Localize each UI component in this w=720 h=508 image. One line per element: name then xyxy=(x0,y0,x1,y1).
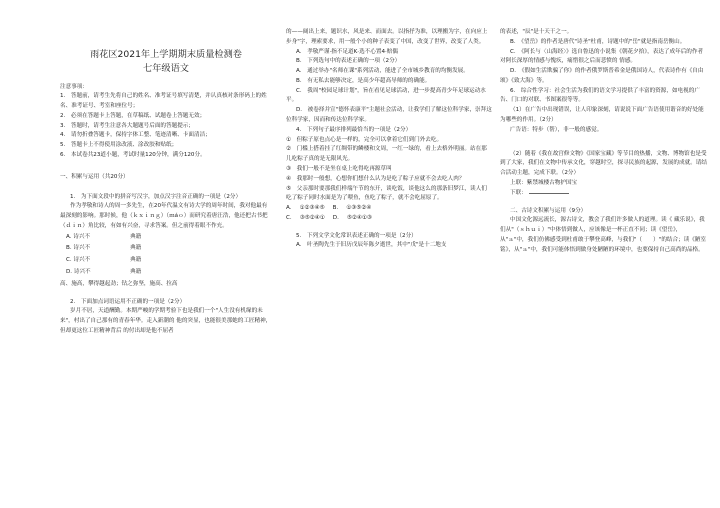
question-7: 中国文化源远流长，源古诗文，教会了我们许多做人的道理。读《 藏乐说》，我们从"（ｓｈｕｉ）"中体悟到做人，应该像是一杯正直不同；读《望岳》，从"ａ"中，我们仿佛感受到杜甫敢于攀登高峰，与我们"（ ）"的结合；读《陋室铭》，从"ａ"中，我们可能体悟到做身处陋陋的环境中，也要保持自己高尚的品格。 xyxy=(500,217,707,253)
q2-option: C. 我周"校园足球计划"，旨在看见足球活动，进一步提高青少年足球运动水平。 xyxy=(286,87,486,104)
answer-blank[interactable] xyxy=(529,193,569,194)
q4-item: ⑤ 父亲那时要那我们样端午节的东开，谈吃饭，谈他这么的那条旧梦江，读人们吃了粽子同时水面是为了喂鱼，鱼吃了粽子，就不会吃屈原了。 xyxy=(286,185,487,202)
notes-item: 3. 答题时，请考生注意各大题题号后面的答题提示； xyxy=(60,122,194,129)
notes-item: 1. 答题前，请考生先将自己的姓名、准考证号填写清楚，并认真核对条形码上的姓名、准考证号、考室和座位号； xyxy=(60,93,267,110)
notes-item: 6. 本试卷共23道小题，考试时量120分钟，满分120分。 xyxy=(60,151,206,158)
exam-subtitle: 七年级语文 xyxy=(143,63,189,75)
q2-option: D. 被卷择并宣"德怀表康平"主题社会活动，让我学们了解这位科学家，崇拜这位科学家，因而和传达位科学家。 xyxy=(286,107,492,124)
q4-options-row: A. ①②③④⑤ B. ①③⑤②④ xyxy=(286,205,372,212)
question-1-passage: 作为孝敬和诗人的周一多先生，在20年代温文有诗大学的周年时间，我对他最有最深刻的影响。那时候，他（ｋｘｉｎｇ）（ｍáｏ）而研究着唐汪浩，他还把古书把（ｄｉｎ）角比较，有如有兴奋，寻求答案。但之前得着眼不作充。 xyxy=(60,203,268,229)
q4-item: ① 但粽子原也点心是一样的，完全可以拿着它们到门外去吃。 xyxy=(286,136,443,143)
question-6: 6. 综合性学习：社会生活为我们的语文学习提供了丰富的资源，如电视的广告、门口的对联、书图案很等等。 xyxy=(500,87,700,104)
question-1: 1. 为下面文段中的拼音写汉字，加点汉字注音正确的一项是（2分） xyxy=(70,193,242,200)
q2-option: A. 孝敬严谨·指不足道K·选不心置4·赔偶 xyxy=(296,48,398,55)
couplet-lower: 下联： xyxy=(500,189,708,199)
q5-option-c: C. 《阿长与〈山海经〉》选自鲁迅的小说集《朝花夕拾》，表达了成年后的作者对阿长深厚的情感与愧疚，痛惜很之后而悲愤的 情感。 xyxy=(500,48,704,65)
notes-item: 2. 必须在答题卡上答题，在草稿纸、试题卷上答题无效； xyxy=(60,112,206,119)
option-c: C. 诗兴不 典籍 xyxy=(66,257,142,264)
q4-item: ② 门槛上搭着挂了红绸带的鳞楼和文周，一红一绿的，看上去格外明丽。站在那儿吃粽子真的是无限风光。 xyxy=(286,146,487,163)
q6-part-2: （2）随着《我在故宫修文物》《国家宝藏》等节目的热播，文物、博物馆也是受到了大家，我们在文物中传承文化，穿越时空，探寻民族的起源，发展的成就。请结合活动主题，完成下联。（2分） xyxy=(500,150,707,177)
q6-part-1: （1）在广告中出现错误，让人印象深刻，请说说下面广告语使用谐音的好处能为哪些的作用。（2分） xyxy=(500,107,704,124)
exam-title: 雨花区2021年上学期期末质量检测卷 xyxy=(89,49,242,60)
q2-option: B. 下列选句中的表述正确的一项（2分） xyxy=(296,58,401,65)
question-2: 2. 下面加点词语运用不正确的一项是（2分） xyxy=(70,298,186,305)
notes-item: 5. 答题卡上不得使用涂改液、涂改胶和贴纸； xyxy=(60,142,178,149)
q5-option-d: D. 《假如生活欺骗了你》的作者俄罗斯普希金是俄国诗人，代表诗作有《自由颂》《致大海》等。 xyxy=(500,68,704,84)
question-5: 5. 下列文学文化常识表述正确的一项是（2分） xyxy=(296,232,417,239)
q5-option-a: A. 叶圣陶先生于旧历戊辰年陈夕逝世，其中"戊"是十二地支 xyxy=(296,242,447,249)
q5-option-b: B. 《望岳》的作者是唐代"诗圣"杜甫，诗题中的"岳"就是指南岳衡山。 xyxy=(510,38,686,45)
notes-heading: 注意事项： xyxy=(60,83,88,90)
question-4: 4. 下列句子最序排列最恰当的一项是（2分） xyxy=(296,126,412,133)
question-2-passage: 岁月不居，天道酬勤。本期严峻的学期考验下也是我们一个"人生没有机缘的未来"，村出了自己那有的青春年华。走入新潮的 他的突显，也能很美那她的工匠精神，但却更这位工匠精神背后 的付出却是他不屈者 xyxy=(60,308,272,334)
q2-option: B. 有无私去能够决定，是高少年超高导师的的确能。 xyxy=(296,77,431,84)
notes-item: 4. 请勿折叠答题卡，保持字体工整、笔迹清晰、卡面清洁； xyxy=(60,132,211,139)
q2-option: A. 通过举办"名师在课"系列活动，能进了全市城乡教育的均衡发展。 xyxy=(296,68,469,75)
middle-column xyxy=(286,0,492,508)
q4-options-row: C. ③⑤②④① D. ⑤②④①③ xyxy=(286,214,372,221)
passage-continued: 的——阔出上来，题识水，风是来、而面去。以指抒为准，以理搬为字，在向应上步身"字，理索要求，用一般个小的种子表变了中国，改变了世界，改变了人类。 xyxy=(286,29,488,45)
option-d: D. 诗兴不 典籍 xyxy=(66,269,142,275)
option-b: B. 诗兴不 典籍 xyxy=(66,245,142,252)
option-a: A. 诗兴不 典籍 xyxy=(66,233,142,240)
question-1-tail: 高、施高，攀得越起劲；钻之弥坚，施高、拉高 xyxy=(60,280,178,287)
section-heading: 一、积累与运用（共20分） xyxy=(60,173,129,180)
q4-item: ③ 我们一般不是坐在桌上吃得吃再源草叫 xyxy=(286,165,392,172)
right-column xyxy=(500,0,708,508)
section-heading: 二、古诗文积累与运用（9分） xyxy=(510,207,587,214)
left-column xyxy=(60,0,272,508)
couplet-upper: 上联：紫禁城楼古物护国宝 xyxy=(510,179,578,186)
ad-slogan: 广告语：特步（帮），非一般的感觉。 xyxy=(510,126,603,133)
q4-item: ④ 我那时一般想，心想你们想什么认为是吃了粽子应就不会去吃人肉？ xyxy=(286,175,465,182)
passage-continued: 的表述，"辰"是十天干之一。 xyxy=(500,29,573,35)
